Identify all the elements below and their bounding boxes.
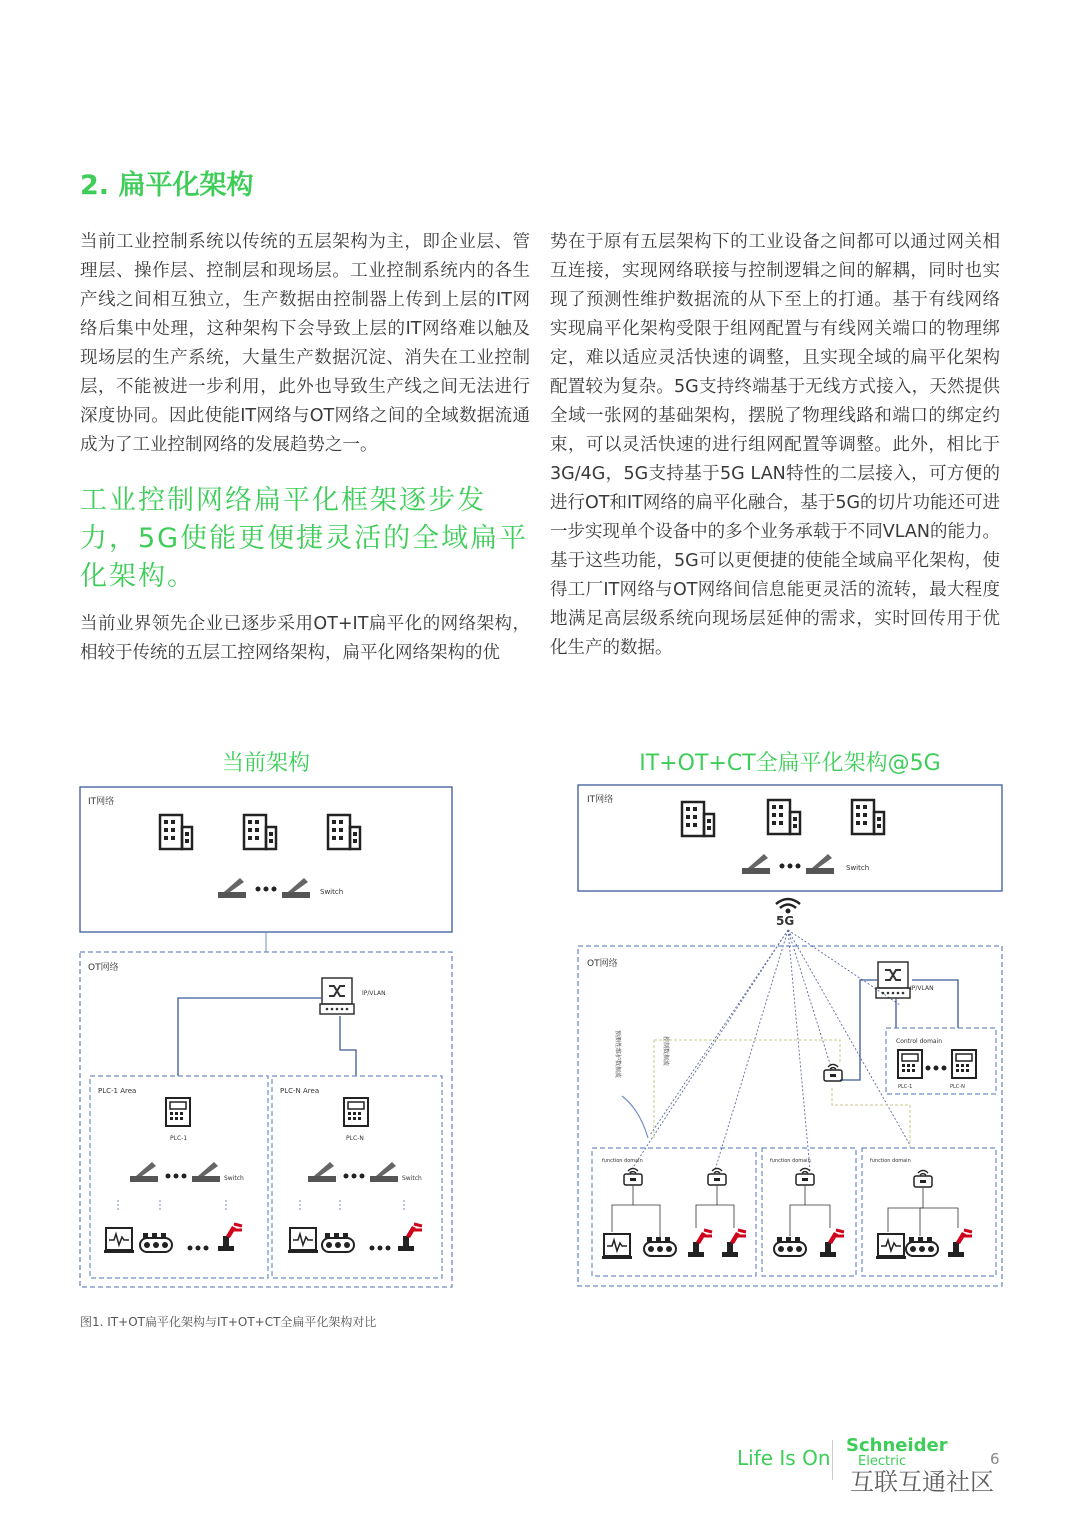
monitor-icon	[602, 1234, 632, 1259]
robot-arm-icon	[948, 1230, 972, 1257]
conveyor-icon	[322, 1233, 354, 1252]
left-ot-label: OT网络	[88, 963, 119, 973]
building-icon	[682, 802, 714, 836]
right-plcn-label: PLC-N	[950, 1084, 965, 1090]
right-ot-label: OT网络	[587, 959, 618, 969]
building-icon	[244, 815, 276, 849]
area2-label: PLC-N Area	[280, 1087, 320, 1095]
robot-arm-icon	[218, 1224, 242, 1251]
monitor-icon	[876, 1234, 906, 1259]
electric-logo-text: Electric	[858, 1454, 907, 1469]
function-domain-box	[762, 1148, 856, 1276]
left-paragraph: 当前工业控制系统以传统的五层架构为主，即企业层、管理层、操作层、控制层和现场层。工业控制系统内的各生产线之间相互独立，生产数据由控制器上传到上层的IT网络后集中处理，这种架构下会导致上层的IT网络难以触及现场层的生产系统，大量生产数据沉淀、消失在工业控制层，不能被进一步利用，此外也导致生产线之间无法进行深度协同。因此使能IT网络与OT网络之间的全域数据流通成为了工业控制网络的发展趋势之一。	[80, 232, 530, 455]
router-icon	[320, 978, 354, 1014]
left-vlan-label: IP/VLAN	[362, 990, 386, 997]
switch-icon	[130, 1162, 158, 1182]
building-icon	[160, 815, 192, 849]
function-domain-label: function domain	[870, 1158, 911, 1164]
right-it-label: IT网络	[587, 795, 614, 805]
switch-icon	[218, 878, 246, 898]
right-plc1-label: PLC-1	[898, 1084, 913, 1090]
page-number: 6	[990, 1450, 1000, 1468]
control-domain-label: Control domain	[896, 1038, 943, 1045]
conveyor-icon	[906, 1237, 938, 1256]
ellipsis-icon	[188, 1246, 209, 1251]
left-it-label: IT网络	[88, 797, 115, 807]
5g-label: 5G	[776, 914, 795, 928]
ellipsis-icon	[344, 1174, 365, 1179]
ellipsis-icon	[370, 1246, 391, 1251]
schneider-logo: Schneider	[846, 1435, 948, 1456]
ellipsis-icon	[780, 864, 801, 869]
footer-divider	[832, 1440, 833, 1480]
conveyor-icon	[644, 1237, 676, 1256]
gateway-icon	[708, 1169, 726, 1186]
switch-icon	[742, 854, 770, 874]
robot-arm-icon	[722, 1230, 746, 1257]
ellipsis-icon	[926, 1066, 947, 1071]
predictive-flow-label: 预测性维护数据流	[614, 1030, 621, 1079]
right-vlan-label: IP/VLAN	[910, 985, 934, 992]
switch-label: Switch	[402, 1175, 422, 1182]
switch-icon	[282, 878, 310, 898]
area1-label: PLC-1 Area	[98, 1087, 137, 1095]
left-paragraph-2: 当前业界领先企业已逐步采用OT+IT扁平化的网络架构，相较于传统的五层工控网络架构，扁平化网络架构的优	[80, 614, 530, 663]
5g-antenna-icon	[776, 899, 800, 914]
switch-icon	[308, 1162, 336, 1182]
monitor-icon	[288, 1228, 318, 1253]
function-domain-label: function domain	[602, 1158, 643, 1164]
conveyor-icon	[140, 1233, 172, 1252]
robot-arm-icon	[398, 1224, 422, 1251]
switch-icon	[370, 1162, 398, 1182]
switch-icon	[806, 854, 834, 874]
left-it-network-box	[80, 787, 452, 932]
left-diagram	[80, 787, 452, 1287]
left-switch-label: Switch	[320, 888, 344, 896]
gateway-icon	[624, 1169, 642, 1186]
conveyor-icon	[774, 1237, 806, 1256]
right-switch-label: Switch	[846, 864, 870, 872]
robot-arm-icon	[688, 1230, 712, 1257]
plc-icon	[898, 1050, 922, 1078]
plc-icon	[344, 1098, 368, 1126]
gateway-icon	[824, 1065, 842, 1082]
plc-icon	[952, 1050, 976, 1078]
section-heading: 2. 扁平化架构	[80, 170, 254, 201]
ellipsis-icon	[166, 1174, 187, 1179]
switch-label: Switch	[224, 1175, 244, 1182]
monitor-icon	[104, 1228, 134, 1253]
right-paragraph: 势在于原有五层架构下的工业设备之间都可以通过网关相互连接，实现网络联接与控制逻辑之间的解耦，同时也实现了预测性维护数据流的从下至上的打通。基于有线网络实现扁平化架构受限于组网配置与有线网关端口的物理绑定，难以适应灵活快速的调整，且实现全域的扁平化架构配置较为复杂。5G支持终端基于无线方式接入，天然提供全域一张网的基础架构，摆脱了物理线路和端口的绑定约束，可以灵活快速的进行组网配置等调整。此外，相比于3G/4G，5G支持基于5G LAN特性的二层接入，可方便的进行OT和IT网络的扁平化融合，基于5G的切片功能还可进一步实现单个设备中的多个业务承载于不同VLAN的能力。基于这些功能，5G可以更便捷的使能全域扁平化架构，使得工厂IT网络与OT网络间信息能更灵活的流转，最大程度地满足高层级系统向现场层延伸的需求，实时回传用于优化生产的数据。	[550, 232, 1001, 658]
plc1-label: PLC-1	[170, 1135, 188, 1142]
left-ot-network-box	[80, 952, 452, 1287]
building-icon	[852, 800, 884, 834]
robot-arm-icon	[820, 1230, 844, 1257]
gateway-icon	[914, 1171, 932, 1188]
switch-icon	[192, 1162, 220, 1182]
ellipsis-icon	[256, 887, 277, 892]
right-diagram	[578, 785, 1002, 1286]
right-diagram-title: IT+OT+CT全扁平化架构@5G	[639, 751, 941, 776]
control-flow-label: 控制数据流	[662, 1036, 669, 1067]
pull-quote: 工业控制网络扁平化框架逐步发力，5G使能更便捷灵活的全域扁平化架构。	[80, 485, 529, 592]
building-icon	[768, 800, 800, 834]
left-diagram-title: 当前架构	[221, 751, 310, 776]
plcn-label: PLC-N	[346, 1135, 364, 1142]
watermark: 互联互通社区	[850, 1468, 994, 1496]
gateway-icon	[796, 1169, 814, 1186]
plc-icon	[166, 1098, 190, 1126]
life-is-on-tagline: Life Is On	[737, 1446, 831, 1470]
figure-caption: 图1. IT+OT扁平化架构与IT+OT+CT全扁平化架构对比	[80, 1315, 377, 1329]
function-domain-label: function domain	[770, 1158, 811, 1164]
building-icon	[328, 815, 360, 849]
